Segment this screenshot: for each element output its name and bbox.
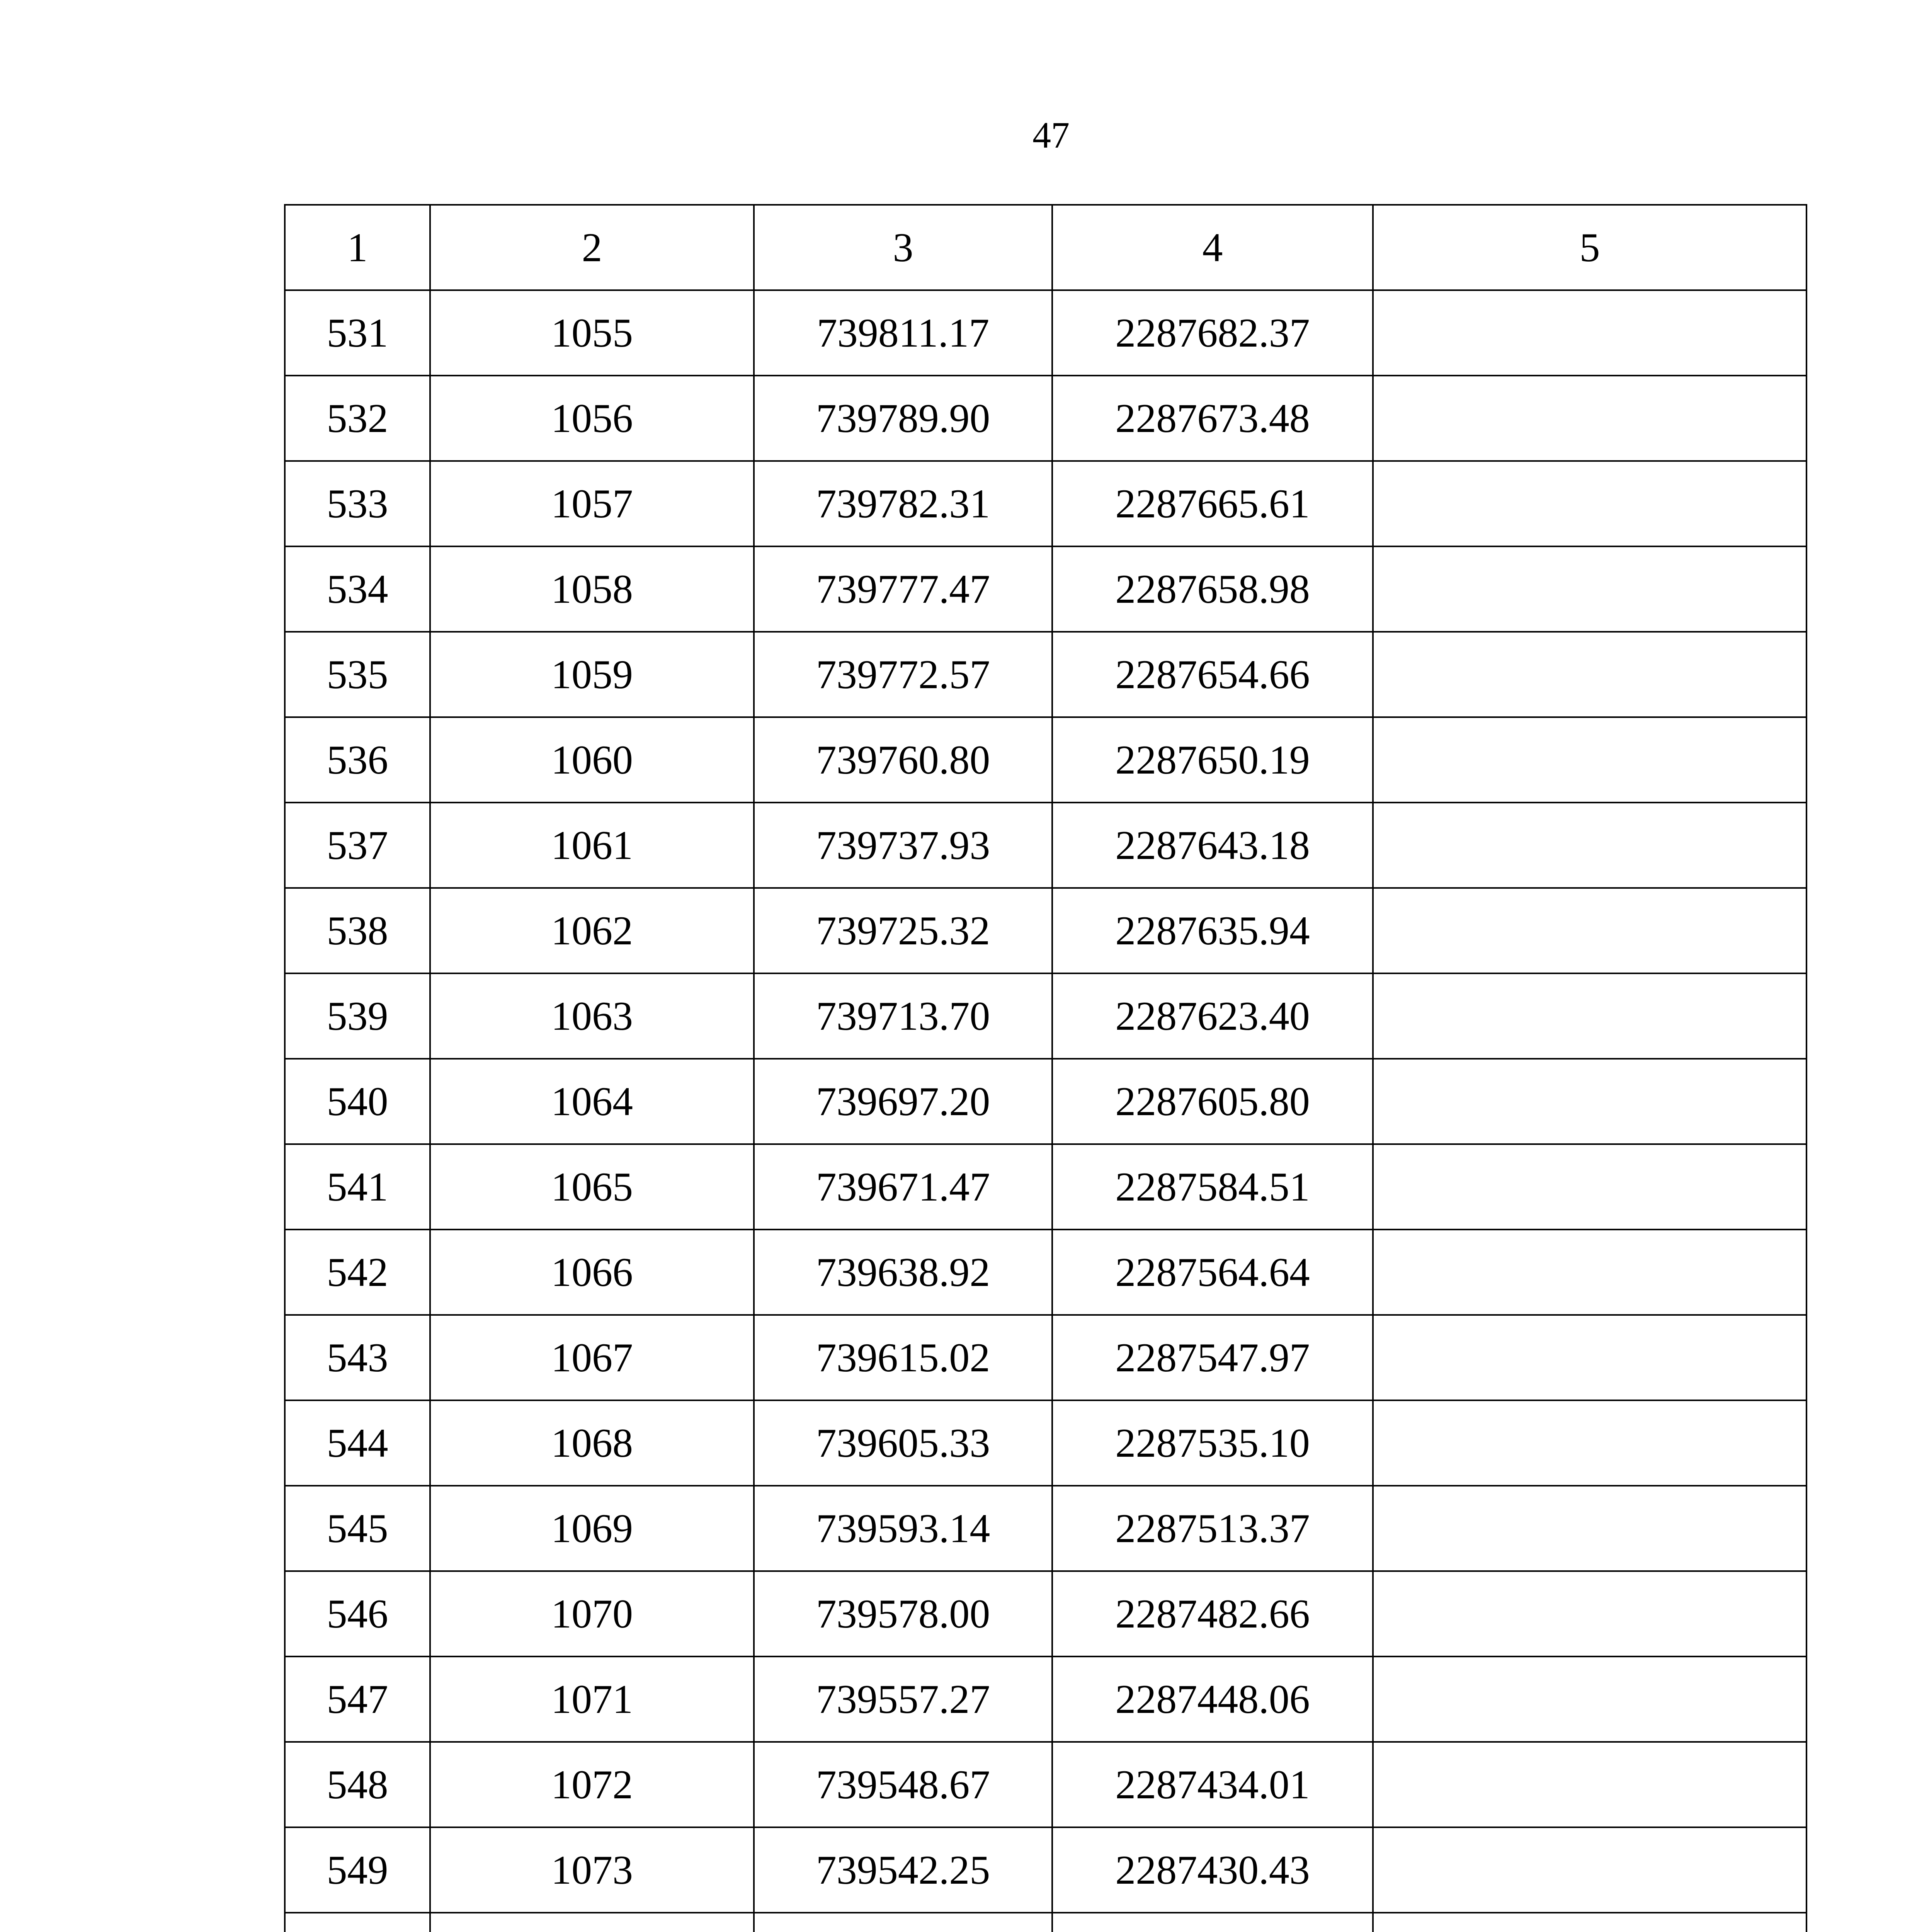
note-cell <box>1373 632 1806 717</box>
x-coordinate-cell: 739557.27 <box>754 1656 1052 1742</box>
vertex-number-cell: 1072 <box>430 1742 754 1827</box>
y-coordinate-cell: 2287535.10 <box>1052 1400 1373 1486</box>
table-row <box>285 973 1806 1059</box>
x-coordinate-cell: 739697.20 <box>754 1059 1052 1144</box>
header-cell-3: 3 <box>754 205 1052 290</box>
vertex-number-cell: 1062 <box>430 888 754 973</box>
table-row <box>285 1315 1806 1400</box>
table-row <box>285 717 1806 803</box>
table-row <box>285 1230 1806 1315</box>
y-coordinate-cell: 2287635.94 <box>1052 888 1373 973</box>
x-coordinate-cell: 739811.17 <box>754 290 1052 376</box>
note-cell <box>1373 1059 1806 1144</box>
note-cell <box>1373 290 1806 376</box>
header-cell-1: 1 <box>285 205 430 290</box>
y-coordinate-cell: 2287434.01 <box>1052 1742 1373 1827</box>
vertex-number-cell: 1071 <box>430 1656 754 1742</box>
x-coordinate-cell: 739737.93 <box>754 803 1052 888</box>
point-number-cell: 532 <box>285 376 430 461</box>
x-coordinate-cell: 739548.67 <box>754 1742 1052 1827</box>
table-row <box>285 1400 1806 1486</box>
x-coordinate-cell: 739638.92 <box>754 1230 1052 1315</box>
vertex-number-cell: 1068 <box>430 1400 754 1486</box>
vertex-number-cell: 1061 <box>430 803 754 888</box>
table-row <box>285 803 1806 888</box>
note-cell <box>1373 1230 1806 1315</box>
y-coordinate-cell: 2287654.66 <box>1052 632 1373 717</box>
vertex-number-cell: 1060 <box>430 717 754 803</box>
x-coordinate-cell: 739772.57 <box>754 632 1052 717</box>
point-number-cell: 546 <box>285 1571 430 1656</box>
header-cell-5: 5 <box>1373 205 1806 290</box>
point-number-cell: 538 <box>285 888 430 973</box>
table-row <box>285 1656 1806 1742</box>
x-coordinate-cell: 739782.31 <box>754 461 1052 546</box>
note-cell <box>1373 717 1806 803</box>
y-coordinate-cell: 2287673.48 <box>1052 376 1373 461</box>
vertex-number-cell: 1069 <box>430 1486 754 1571</box>
y-coordinate-cell: 2287482.66 <box>1052 1571 1373 1656</box>
vertex-number-cell: 1066 <box>430 1230 754 1315</box>
point-number-cell: 547 <box>285 1656 430 1742</box>
note-cell <box>1373 1144 1806 1230</box>
x-coordinate-cell: 739760.80 <box>754 717 1052 803</box>
table-row <box>285 1486 1806 1571</box>
x-coordinate-cell: 739713.70 <box>754 973 1052 1059</box>
y-coordinate-cell: 2287448.06 <box>1052 1656 1373 1742</box>
y-coordinate-cell: 2287650.19 <box>1052 717 1373 803</box>
vertex-number-cell: 1063 <box>430 973 754 1059</box>
table-row <box>285 888 1806 973</box>
point-number-cell: 542 <box>285 1230 430 1315</box>
table-row <box>285 546 1806 632</box>
note-cell <box>1373 1400 1806 1486</box>
table-body <box>285 290 1806 1932</box>
y-coordinate-cell: 2287584.51 <box>1052 1144 1373 1230</box>
point-number-cell: 536 <box>285 717 430 803</box>
point-number-cell: 534 <box>285 546 430 632</box>
table-row <box>285 1742 1806 1827</box>
table-row <box>285 376 1806 461</box>
point-number-cell: 537 <box>285 803 430 888</box>
table-row <box>285 290 1806 376</box>
point-number-cell: 535 <box>285 632 430 717</box>
table-header <box>285 205 1806 290</box>
vertex-number-cell: 1070 <box>430 1571 754 1656</box>
x-coordinate-cell: 739542.25 <box>754 1827 1052 1913</box>
x-coordinate-cell: 739671.47 <box>754 1144 1052 1230</box>
point-number-cell: 545 <box>285 1486 430 1571</box>
note-cell <box>1373 973 1806 1059</box>
y-coordinate-cell: 2287605.80 <box>1052 1059 1373 1144</box>
note-cell <box>1373 1827 1806 1913</box>
point-number-cell <box>285 1913 430 1932</box>
vertex-number-cell <box>430 1913 754 1932</box>
x-coordinate-cell: 739605.33 <box>754 1400 1052 1486</box>
vertex-number-cell: 1057 <box>430 461 754 546</box>
vertex-number-cell: 1064 <box>430 1059 754 1144</box>
y-coordinate-cell: 2287564.64 <box>1052 1230 1373 1315</box>
vertex-number-cell: 1065 <box>430 1144 754 1230</box>
table-row <box>285 1571 1806 1656</box>
vertex-number-cell: 1067 <box>430 1315 754 1400</box>
note-cell <box>1373 1656 1806 1742</box>
y-coordinate-cell: 2287665.61 <box>1052 461 1373 546</box>
note-cell <box>1373 376 1806 461</box>
page-number: 47 <box>1032 114 1070 156</box>
point-number-cell: 543 <box>285 1315 430 1400</box>
y-coordinate-cell: 2287623.40 <box>1052 973 1373 1059</box>
point-number-cell: 531 <box>285 290 430 376</box>
note-cell <box>1373 1913 1806 1932</box>
table-row <box>285 1144 1806 1230</box>
note-cell <box>1373 1571 1806 1656</box>
vertex-number-cell: 1073 <box>430 1827 754 1913</box>
note-cell <box>1373 1486 1806 1571</box>
point-number-cell: 544 <box>285 1400 430 1486</box>
table-row <box>285 461 1806 546</box>
note-cell <box>1373 546 1806 632</box>
header-cell-4: 4 <box>1052 205 1373 290</box>
y-coordinate-cell: 2287513.37 <box>1052 1486 1373 1571</box>
y-coordinate-cell <box>1052 1913 1373 1932</box>
x-coordinate-cell <box>754 1913 1052 1932</box>
point-number-cell: 549 <box>285 1827 430 1913</box>
note-cell <box>1373 888 1806 973</box>
x-coordinate-cell: 739777.47 <box>754 546 1052 632</box>
coordinates-table <box>284 204 1807 1932</box>
point-number-cell: 548 <box>285 1742 430 1827</box>
point-number-cell: 540 <box>285 1059 430 1144</box>
vertex-number-cell: 1058 <box>430 546 754 632</box>
y-coordinate-cell: 2287643.18 <box>1052 803 1373 888</box>
x-coordinate-cell: 739725.32 <box>754 888 1052 973</box>
table-row <box>285 1913 1806 1932</box>
table-row <box>285 1059 1806 1144</box>
x-coordinate-cell: 739789.90 <box>754 376 1052 461</box>
y-coordinate-cell: 2287430.43 <box>1052 1827 1373 1913</box>
point-number-cell: 539 <box>285 973 430 1059</box>
header-cell-2: 2 <box>430 205 754 290</box>
x-coordinate-cell: 739593.14 <box>754 1486 1052 1571</box>
x-coordinate-cell: 739578.00 <box>754 1571 1052 1656</box>
vertex-number-cell: 1059 <box>430 632 754 717</box>
point-number-cell: 541 <box>285 1144 430 1230</box>
vertex-number-cell: 1056 <box>430 376 754 461</box>
note-cell <box>1373 1315 1806 1400</box>
note-cell <box>1373 461 1806 546</box>
header-row <box>285 205 1806 290</box>
table-row <box>285 632 1806 717</box>
vertex-number-cell: 1055 <box>430 290 754 376</box>
point-number-cell: 533 <box>285 461 430 546</box>
note-cell <box>1373 803 1806 888</box>
y-coordinate-cell: 2287682.37 <box>1052 290 1373 376</box>
note-cell <box>1373 1742 1806 1827</box>
y-coordinate-cell: 2287547.97 <box>1052 1315 1373 1400</box>
table-row <box>285 1827 1806 1913</box>
x-coordinate-cell: 739615.02 <box>754 1315 1052 1400</box>
y-coordinate-cell: 2287658.98 <box>1052 546 1373 632</box>
